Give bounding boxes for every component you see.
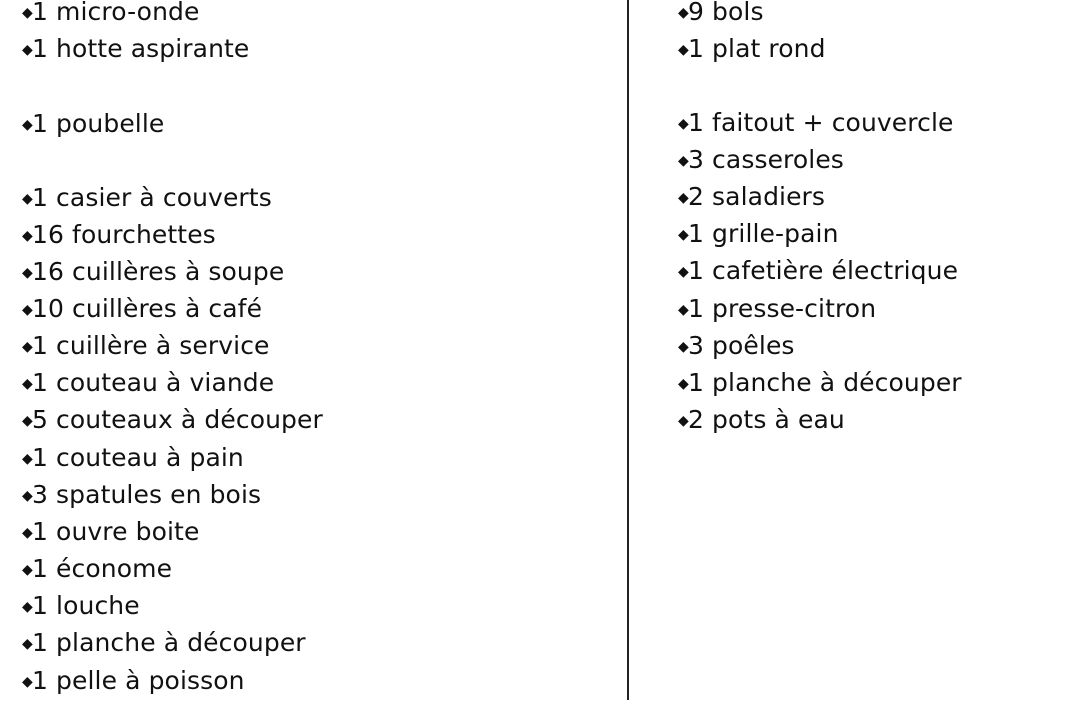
item-label: 1 planche à découper [32, 628, 306, 657]
item-label: 1 pelle à poisson [32, 666, 245, 695]
bullet-icon: ◆ [22, 525, 33, 541]
bullet-icon: ◆ [678, 339, 689, 355]
list-item [678, 219, 839, 256]
bullet-icon: ◆ [678, 264, 689, 280]
list-item [678, 108, 953, 145]
item-label: 1 poubelle [32, 109, 165, 138]
bullet-icon: ◆ [22, 42, 33, 58]
bullet-icon: ◆ [22, 451, 33, 467]
item-label: 1 ouvre boite [32, 517, 200, 546]
item-label: 2 pots à eau [688, 405, 845, 434]
list-item [678, 182, 825, 219]
bullet-icon: ◆ [678, 413, 689, 429]
bullet-icon: ◆ [678, 5, 689, 21]
bullet-icon: ◆ [22, 339, 33, 355]
list-item [22, 294, 262, 331]
item-label: 16 fourchettes [32, 220, 216, 249]
item-label: 9 bols [688, 0, 764, 26]
list-item [678, 294, 876, 331]
list-item [678, 256, 958, 293]
bullet-icon: ◆ [22, 562, 33, 578]
bullet-icon: ◆ [22, 117, 33, 133]
list-item [678, 405, 845, 442]
bullet-icon: ◆ [678, 376, 689, 392]
item-label: 1 cafetière électrique [688, 256, 959, 285]
bullet-icon: ◆ [22, 674, 33, 690]
list-item [22, 628, 306, 665]
item-label: 1 économe [32, 554, 173, 583]
list-item [22, 257, 284, 294]
list-item [22, 405, 323, 442]
list-item [22, 331, 270, 368]
item-label: 1 couteau à viande [32, 368, 275, 397]
item-label: 1 plat rond [688, 34, 826, 63]
item-label: 1 couteau à pain [32, 443, 244, 472]
bullet-icon: ◆ [22, 191, 33, 207]
list-item [22, 34, 249, 71]
list-item [22, 0, 199, 34]
list-item [22, 517, 199, 554]
item-label: 3 casseroles [688, 145, 844, 174]
item-label: 3 poêles [688, 331, 795, 360]
item-label: 1 planche à découper [688, 368, 962, 397]
item-label: 5 couteaux à découper [32, 405, 323, 434]
bullet-icon: ◆ [22, 265, 33, 281]
list-item [22, 480, 261, 517]
bullet-icon: ◆ [22, 488, 33, 504]
bullet-icon: ◆ [678, 116, 689, 132]
bullet-icon: ◆ [22, 413, 33, 429]
item-label: 1 hotte aspirante [32, 34, 250, 63]
item-label: 3 spatules en bois [32, 480, 262, 509]
list-item [22, 183, 272, 220]
list-item [678, 368, 962, 405]
bullet-icon: ◆ [22, 5, 33, 21]
bullet-icon: ◆ [678, 302, 689, 318]
list-item [22, 591, 140, 628]
bullet-icon: ◆ [678, 153, 689, 169]
list-item [678, 331, 795, 368]
list-item [678, 145, 844, 182]
list-item [22, 554, 172, 591]
item-label: 10 cuillères à café [32, 294, 263, 323]
bullet-icon: ◆ [678, 227, 689, 243]
bullet-icon: ◆ [678, 190, 689, 206]
item-label: 1 louche [32, 591, 140, 620]
item-label: 1 cuillère à service [32, 331, 270, 360]
item-label: 1 micro-onde [32, 0, 200, 26]
list-item [22, 220, 216, 257]
bullet-icon: ◆ [22, 228, 33, 244]
bullet-icon: ◆ [22, 636, 33, 652]
item-label: 1 casier à couverts [32, 183, 272, 212]
item-label: 16 cuillères à soupe [32, 257, 285, 286]
item-label: 1 grille-pain [688, 219, 839, 248]
bullet-icon: ◆ [22, 376, 33, 392]
list-item [22, 443, 244, 480]
list-item [22, 368, 274, 405]
bullet-icon: ◆ [22, 599, 33, 615]
item-label: 1 presse-citron [688, 294, 877, 323]
list-item [678, 0, 764, 34]
bullet-icon: ◆ [678, 42, 689, 58]
list-item [22, 666, 245, 703]
bullet-icon: ◆ [22, 302, 33, 318]
item-label: 2 saladiers [688, 182, 826, 211]
column-divider [627, 0, 629, 700]
list-item [22, 109, 164, 146]
list-item [678, 34, 826, 71]
item-label: 1 faitout + couvercle [688, 108, 954, 137]
